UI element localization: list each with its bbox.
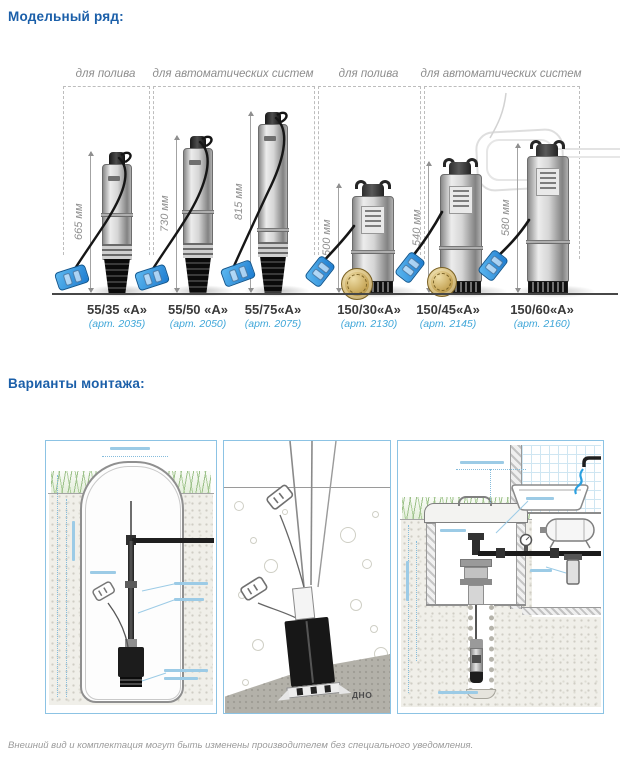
dimension-line bbox=[456, 469, 526, 470]
pump3-body bbox=[258, 124, 288, 257]
dimension-line-1 bbox=[90, 152, 91, 292]
dimension-line-6 bbox=[517, 144, 518, 292]
pump3-model: 55/75«А» bbox=[244, 302, 302, 317]
diagram-well-installation bbox=[45, 440, 217, 714]
base-slot bbox=[310, 686, 317, 694]
dimension-line bbox=[490, 469, 491, 503]
annotation-mark bbox=[164, 677, 198, 680]
pump-foot bbox=[277, 689, 290, 700]
group-label-irrigation-2: для полива bbox=[338, 68, 399, 80]
height-label-2: 730 мм bbox=[159, 195, 171, 233]
tank-leg bbox=[586, 541, 590, 548]
pump6-clamp-ring bbox=[526, 240, 570, 244]
dimension-line-4 bbox=[338, 184, 339, 292]
gauge-stem bbox=[524, 545, 528, 551]
pump1-art-number: (арт. 2035) bbox=[88, 318, 146, 330]
diagram-pond-installation bbox=[223, 440, 391, 714]
dimension-line-2 bbox=[176, 136, 177, 292]
pump5-art-number: (арт. 2145) bbox=[419, 318, 477, 330]
pond-pump-hose-connector bbox=[292, 586, 315, 620]
annotation-mark bbox=[174, 582, 208, 585]
gold-medal-badge bbox=[341, 268, 373, 300]
pump4-art-number: (арт. 2130) bbox=[340, 318, 398, 330]
pump2-ribbed-section bbox=[183, 243, 213, 258]
annotation-mark bbox=[438, 691, 478, 694]
well-float-switch bbox=[92, 581, 115, 601]
mounting-section-title: Варианты монтажа: bbox=[8, 376, 145, 391]
valve bbox=[550, 548, 559, 558]
annotation-mark bbox=[530, 569, 552, 572]
base-slot bbox=[324, 685, 331, 693]
pump6-intake-grille bbox=[528, 281, 568, 293]
pump3-ribbed-section bbox=[258, 242, 288, 257]
pump5-label-sticker bbox=[449, 186, 473, 214]
ghost-pipe-line bbox=[558, 148, 620, 150]
annotation-mark bbox=[526, 497, 554, 500]
pump5-model: 150/45«А» bbox=[416, 302, 480, 317]
pump-foot bbox=[338, 683, 351, 694]
pond-float-switch bbox=[240, 576, 268, 601]
depth-dimension-line bbox=[66, 499, 67, 697]
annotation-mark bbox=[406, 561, 409, 601]
house-equipment-lines bbox=[398, 441, 605, 715]
pump3-clamp-ring bbox=[257, 228, 289, 232]
pump2-model: 55/50 «А» bbox=[168, 302, 228, 317]
lifting-rope bbox=[318, 441, 336, 587]
ground-line bbox=[52, 293, 618, 295]
filter-cartridge bbox=[567, 560, 579, 584]
pump1-clamp-ring bbox=[101, 213, 133, 217]
pump1-ribbed-section bbox=[102, 244, 132, 259]
pump4-model: 150/30«А» bbox=[337, 302, 401, 317]
pump2-art-number: (арт. 2050) bbox=[169, 318, 227, 330]
pond-bottom-label: ДНО bbox=[352, 690, 373, 700]
pump6-art-number: (арт. 2160) bbox=[513, 318, 571, 330]
pump6-model: 150/60«А» bbox=[510, 302, 574, 317]
annotation-mark bbox=[72, 521, 75, 561]
tank-leg bbox=[550, 541, 554, 548]
faucet bbox=[584, 458, 601, 467]
pump5-clamp-ring bbox=[439, 246, 483, 250]
float-switch-1 bbox=[54, 264, 90, 292]
footer-disclaimer: Внешний вид и комплектация могут быть изменены производителем без специального уведомления. bbox=[8, 740, 474, 751]
group-label-irrigation-1: для полива bbox=[75, 68, 136, 80]
base-slot bbox=[296, 688, 303, 696]
height-label-1: 665 мм bbox=[73, 203, 85, 241]
depth-dimension-line bbox=[57, 475, 58, 697]
models-section-title: Модельный ряд: bbox=[8, 9, 124, 24]
filter-head bbox=[564, 554, 582, 560]
height-label-3: 815 мм bbox=[233, 183, 245, 221]
well-float-cable bbox=[108, 603, 128, 647]
pump4-clamp-ring bbox=[351, 250, 395, 254]
group-label-automatic-1: для автоматических систем bbox=[152, 68, 314, 80]
width-dimension-line bbox=[102, 456, 168, 457]
valve bbox=[496, 548, 505, 558]
height-label-4: 500 мм bbox=[321, 219, 333, 257]
pump1-label-sticker bbox=[108, 176, 120, 181]
pump4-label-sticker bbox=[361, 206, 385, 234]
tank-fitting bbox=[540, 527, 547, 533]
lifting-rope bbox=[311, 441, 312, 585]
annotation-leader bbox=[142, 584, 174, 591]
pump6-label-sticker bbox=[536, 168, 560, 196]
well-diagram-lines bbox=[46, 441, 218, 715]
pump1-model: 55/35 «А» bbox=[87, 302, 147, 317]
height-label-6: 580 мм bbox=[500, 199, 512, 237]
annotation-leader bbox=[142, 673, 166, 681]
annotation-mark bbox=[460, 461, 504, 464]
annotation-mark bbox=[90, 571, 116, 574]
annotation-leader bbox=[138, 600, 174, 613]
height-label-5: 540 мм bbox=[411, 209, 423, 247]
annotation-mark bbox=[440, 529, 466, 532]
depth-dimension-line bbox=[416, 541, 417, 661]
pump3-art-number: (арт. 2075) bbox=[244, 318, 302, 330]
pressure-tank bbox=[546, 519, 594, 541]
annotation-leader bbox=[496, 501, 528, 533]
pump2-clamp-ring bbox=[182, 210, 214, 214]
group-label-automatic-2: для автоматических систем bbox=[420, 68, 582, 80]
pump3-label-sticker bbox=[264, 136, 276, 141]
annotation-mark bbox=[164, 669, 208, 672]
float-switch-2 bbox=[134, 264, 170, 292]
pond-float-switch bbox=[266, 484, 294, 510]
pump2-label-sticker bbox=[189, 160, 201, 165]
depth-dimension-line bbox=[408, 525, 409, 693]
annotation-mark bbox=[110, 447, 150, 450]
annotation-mark bbox=[174, 598, 204, 601]
diagram-borehole-installation bbox=[397, 440, 604, 714]
